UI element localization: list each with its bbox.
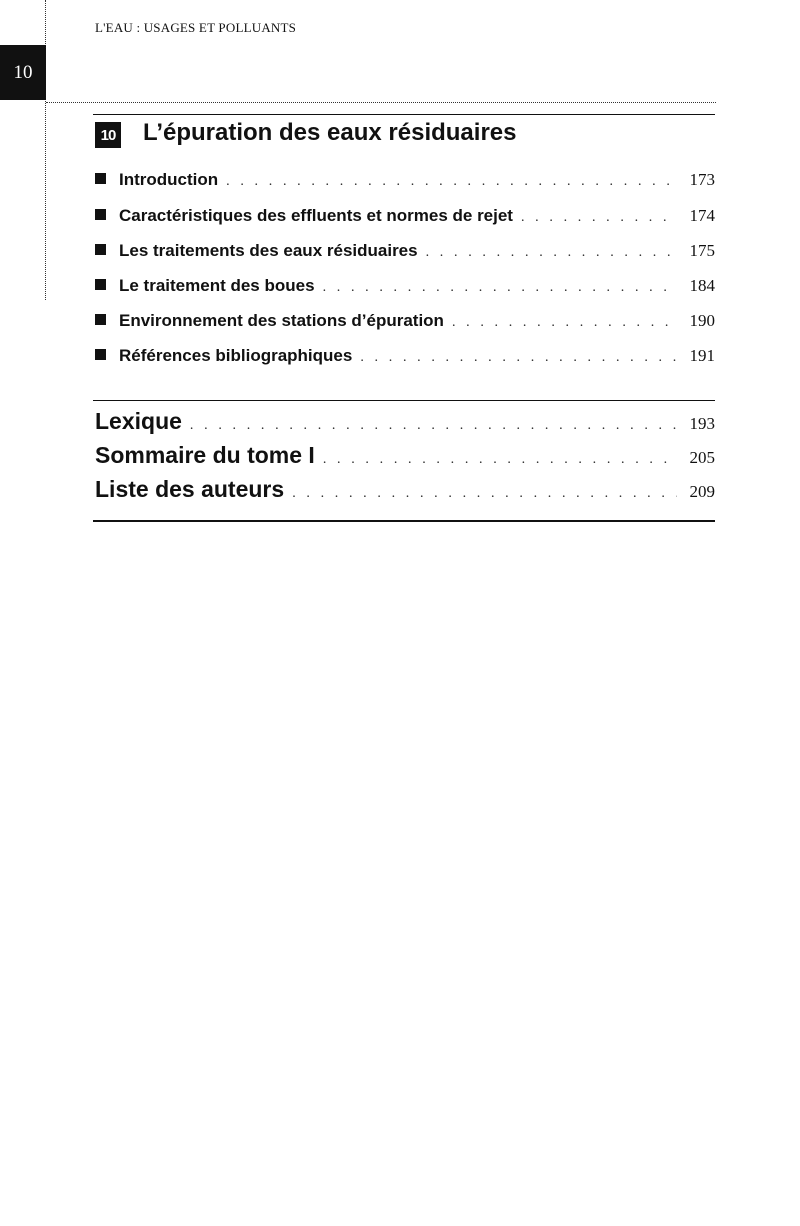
dot-leader — [426, 245, 677, 261]
toc-entry-label: Environnement des stations d’épuration — [119, 311, 444, 330]
toc-entry[interactable] — [95, 206, 715, 232]
bottom-rule — [93, 520, 715, 522]
dot-leader — [226, 174, 677, 190]
chapter-title: L’épuration des eaux résiduaires — [143, 119, 517, 146]
toc-entry-page: 184 — [689, 276, 715, 295]
back-matter-label: Liste des auteurs — [95, 476, 285, 502]
toc-entry-page: 173 — [689, 170, 715, 189]
toc-entry-label: Introduction — [119, 170, 219, 189]
toc-entry-label: Références bibliographiques — [119, 346, 353, 365]
dot-leader — [323, 280, 677, 296]
toc-entry[interactable] — [95, 241, 715, 267]
back-matter-entry[interactable] — [95, 442, 715, 474]
back-matter-label: Sommaire du tome I — [95, 442, 315, 468]
toc-entry-page: 174 — [689, 206, 715, 225]
bullet-square-icon — [95, 279, 106, 290]
top-rule — [93, 114, 715, 115]
dot-leader — [323, 452, 677, 468]
back-matter-label: Lexique — [95, 408, 182, 434]
back-matter-page: 193 — [689, 414, 715, 433]
page-number-tab: 10 — [0, 45, 46, 100]
toc-entry[interactable] — [95, 170, 715, 196]
back-matter-entry[interactable] — [95, 476, 715, 508]
dot-leader — [521, 210, 677, 226]
bullet-square-icon — [95, 173, 106, 184]
back-matter-page: 209 — [689, 482, 715, 501]
dot-leader — [360, 350, 677, 366]
toc-entry-page: 190 — [689, 311, 715, 330]
dot-leader — [292, 486, 677, 502]
header-dotted-line — [46, 102, 716, 103]
dot-leader — [190, 418, 677, 434]
section-rule — [93, 400, 715, 401]
running-head: L'EAU : USAGES ET POLLUANTS — [95, 20, 297, 35]
toc-entry[interactable] — [95, 346, 715, 372]
bullet-square-icon — [95, 209, 106, 220]
toc-entry-label: Le traitement des boues — [119, 276, 315, 295]
bullet-square-icon — [95, 349, 106, 360]
bullet-square-icon — [95, 314, 106, 325]
toc-entry[interactable] — [95, 311, 715, 337]
toc-entry-label: Caractéristiques des effluents et normes de rejet — [119, 206, 513, 225]
chapter-number-badge: 10 — [95, 122, 121, 148]
toc-entry-label: Les traitements des eaux résiduaires — [119, 241, 418, 260]
back-matter-entry[interactable] — [95, 408, 715, 440]
toc-entry-page: 175 — [689, 241, 715, 260]
back-matter-page: 205 — [689, 448, 715, 467]
dot-leader — [452, 315, 677, 331]
toc-entry[interactable] — [95, 276, 715, 302]
bullet-square-icon — [95, 244, 106, 255]
toc-entry-page: 191 — [689, 346, 715, 365]
